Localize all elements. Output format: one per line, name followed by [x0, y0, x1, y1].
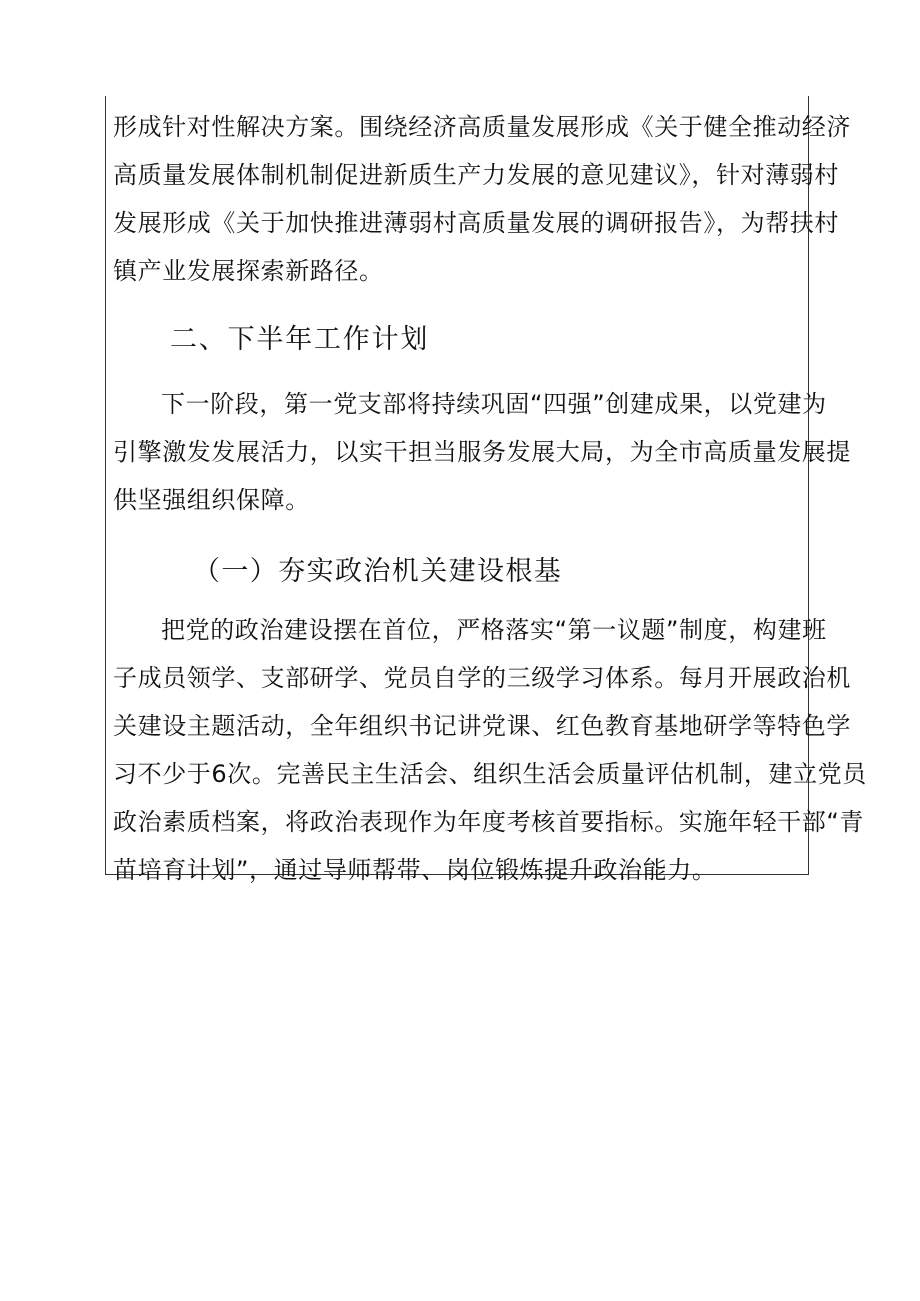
text-line: 发展形成《关于加快推进薄弱村高质量发展的调研报告》，为帮扶村: [113, 209, 839, 237]
paragraph-project-results: [113, 103, 851, 295]
text-line: 子成员领学、支部研学、党员自学的三级学习体系。每月开展政治机: [113, 664, 851, 692]
text-line: 镇产业发展探索新路径。: [113, 257, 384, 285]
text-line: 下一阶段，第一党支部将持续巩固“四强”创建成果，以党建为: [161, 390, 827, 418]
subsection-heading: （一）夯实政治机关建设根基: [193, 556, 563, 587]
document-body: [106, 96, 867, 894]
text-line: 把党的政治建设摆在首位，严格落实“第一议题”制度，构建班: [161, 616, 827, 644]
text-line: 引擎激发发展活力，以实干担当服务发展大局，为全市高质量发展提: [113, 438, 851, 466]
document-table-cell: [105, 96, 867, 884]
text-line: 形成针对性解决方案。围绕经济高质量发展形成《关于健全推动经济: [113, 113, 851, 141]
text-line: 习不少于6次。完善民主生活会、组织生活会质量评估机制，建立党员: [113, 760, 867, 788]
section-heading: 二、下半年工作计划: [170, 324, 430, 355]
text-line: 高质量发展体制机制促进新质生产力发展的意见建议》，针对薄弱村: [113, 161, 839, 189]
text-line: 苗培育计划”，通过导师帮带、岗位锻炼提升政治能力。: [113, 856, 717, 884]
paragraph-next-phase: [113, 380, 851, 524]
text-line: 供坚强组织保障。: [113, 486, 310, 514]
text-line: 政治素质档案，将政治表现作为年度考核首要指标。实施年轻干部“青: [113, 808, 865, 836]
text-line: 关建设主题活动，全年组织书记讲党课、红色教育基地研学等特色学: [113, 712, 851, 740]
paragraph-political-building: [113, 606, 867, 894]
